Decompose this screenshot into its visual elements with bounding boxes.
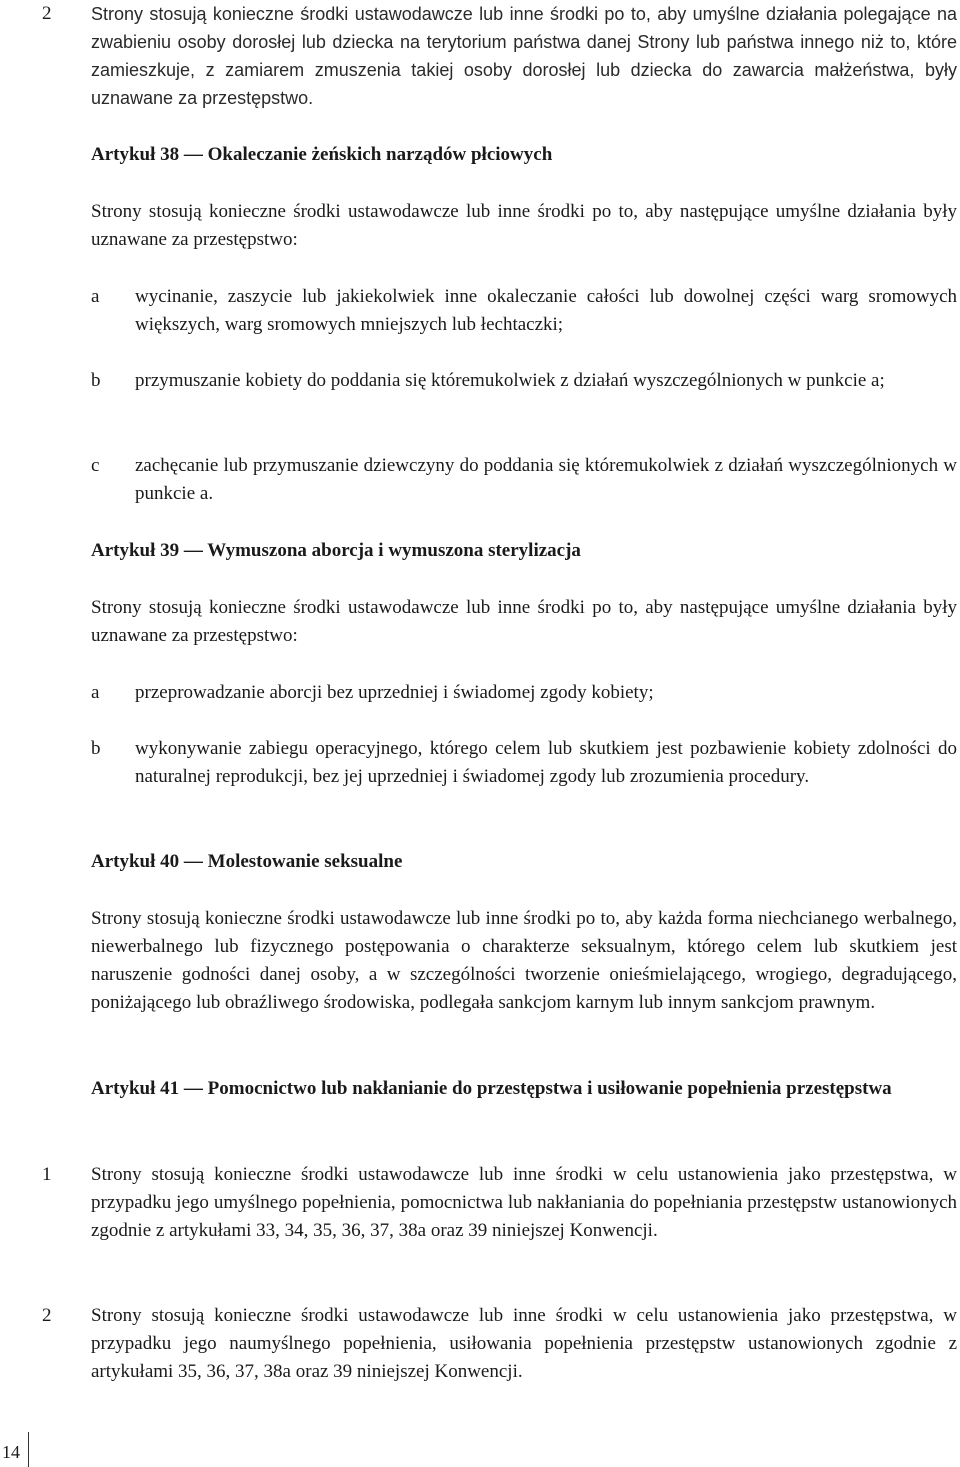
paragraph-text: Strony stosują konieczne środki ustawodawcze lub inne środki po to, aby umyślne działania polegające na zwabieniu osoby dorosłej lub dziecka na terytorium państwa danej Strony lub państwa innego niż to, które zamieszkuje, z zamiarem zmuszenia takiej osoby dorosłej lub dziecka do zawarcia małżeństwa, były uznawane za przestępstwo. <box>91 4 957 108</box>
page-number: 14 <box>2 1442 20 1462</box>
paragraph-number: 1 <box>42 1164 52 1185</box>
article-39-heading: Artykuł 39 — Wymuszona aborcja i wymuszona sterylizacja <box>91 540 581 561</box>
item-letter: b <box>91 370 101 391</box>
paragraph-text: Strony stosują konieczne środki ustawodawcze lub inne środki w celu ustanowienia jako przestępstwa, w przypadku jego umyślnego popełnienia, pomocnictwa lub nakłaniania do popełniania przestępstw ustanowionych zgodnie z artykułami 33, 34, 35, 36, 37, 38a oraz 39 niniejszej Konwencji. <box>91 1164 957 1241</box>
paragraph-number: 2 <box>42 3 52 24</box>
article-40-text: Strony stosują konieczne środki ustawodawcze lub inne środki po to, aby każda forma niechcianego werbalnego, niewerbalnego lub fizycznego postępowania o charakterze seksualnym, którego celem lub skutkiem jest naruszenie godności danej osoby, a w szczególności tworzenie onieśmielającego, wrogiego, degradującego, poniżającego lub obraźliwego środowiska, podlegała sankcjom karnym lub innym sankcjom prawnym. <box>91 908 957 1013</box>
item-text: zachęcanie lub przymuszanie dziewczyny do poddania się któremukolwiek z działań wyszczególnionych w punkcie a. <box>135 455 957 504</box>
item-letter: a <box>91 286 100 307</box>
article-38-heading: Artykuł 38 — Okaleczanie żeńskich narządów płciowych <box>91 144 553 165</box>
item-letter: a <box>91 682 100 703</box>
article-39-intro: Strony stosują konieczne środki ustawodawcze lub inne środki po to, aby następujące umyślne działania były uznawane za przestępstwo: <box>91 597 957 646</box>
item-text: wycinanie, zaszycie lub jakiekolwiek inne okaleczanie całości lub dowolnej części warg sromowych większych, warg sromowych mniejszych lub łechtaczki; <box>135 286 957 335</box>
paragraph-text: Strony stosują konieczne środki ustawodawcze lub inne środki w celu ustanowienia jako przestępstwa, w przypadku jego naumyślnego popełnienia, usiłowania popełnienia przestępstw ustanowionych zgodnie z artykułami 35, 36, 37, 38a oraz 39 niniejszej Konwencji. <box>91 1305 957 1382</box>
item-text: przymuszanie kobiety do poddania się któremukolwiek z działań wyszczególnionych w punkcie a; <box>135 370 885 391</box>
paragraph-number: 2 <box>42 1305 52 1326</box>
article-40-heading: Artykuł 40 — Molestowanie seksualne <box>91 851 403 872</box>
item-text: wykonywanie zabiegu operacyjnego, którego celem lub skutkiem jest pozbawienie kobiety zdolności do naturalnej reprodukcji, bez jej uprzedniej i świadomej zgody lub zrozumienia procedury. <box>135 738 957 787</box>
item-letter: b <box>91 738 101 759</box>
article-41-heading: Artykuł 41 — Pomocnictwo lub nakłanianie do przestępstwa i usiłowanie popełnienia przestępstwa <box>91 1078 892 1099</box>
item-letter: c <box>91 455 100 476</box>
article-38-intro: Strony stosują konieczne środki ustawodawcze lub inne środki po to, aby następujące umyślne działania były uznawane za przestępstwo: <box>91 201 957 250</box>
item-text: przeprowadzanie aborcji bez uprzedniej i świadomej zgody kobiety; <box>135 682 654 703</box>
margin-rule <box>28 1432 29 1467</box>
